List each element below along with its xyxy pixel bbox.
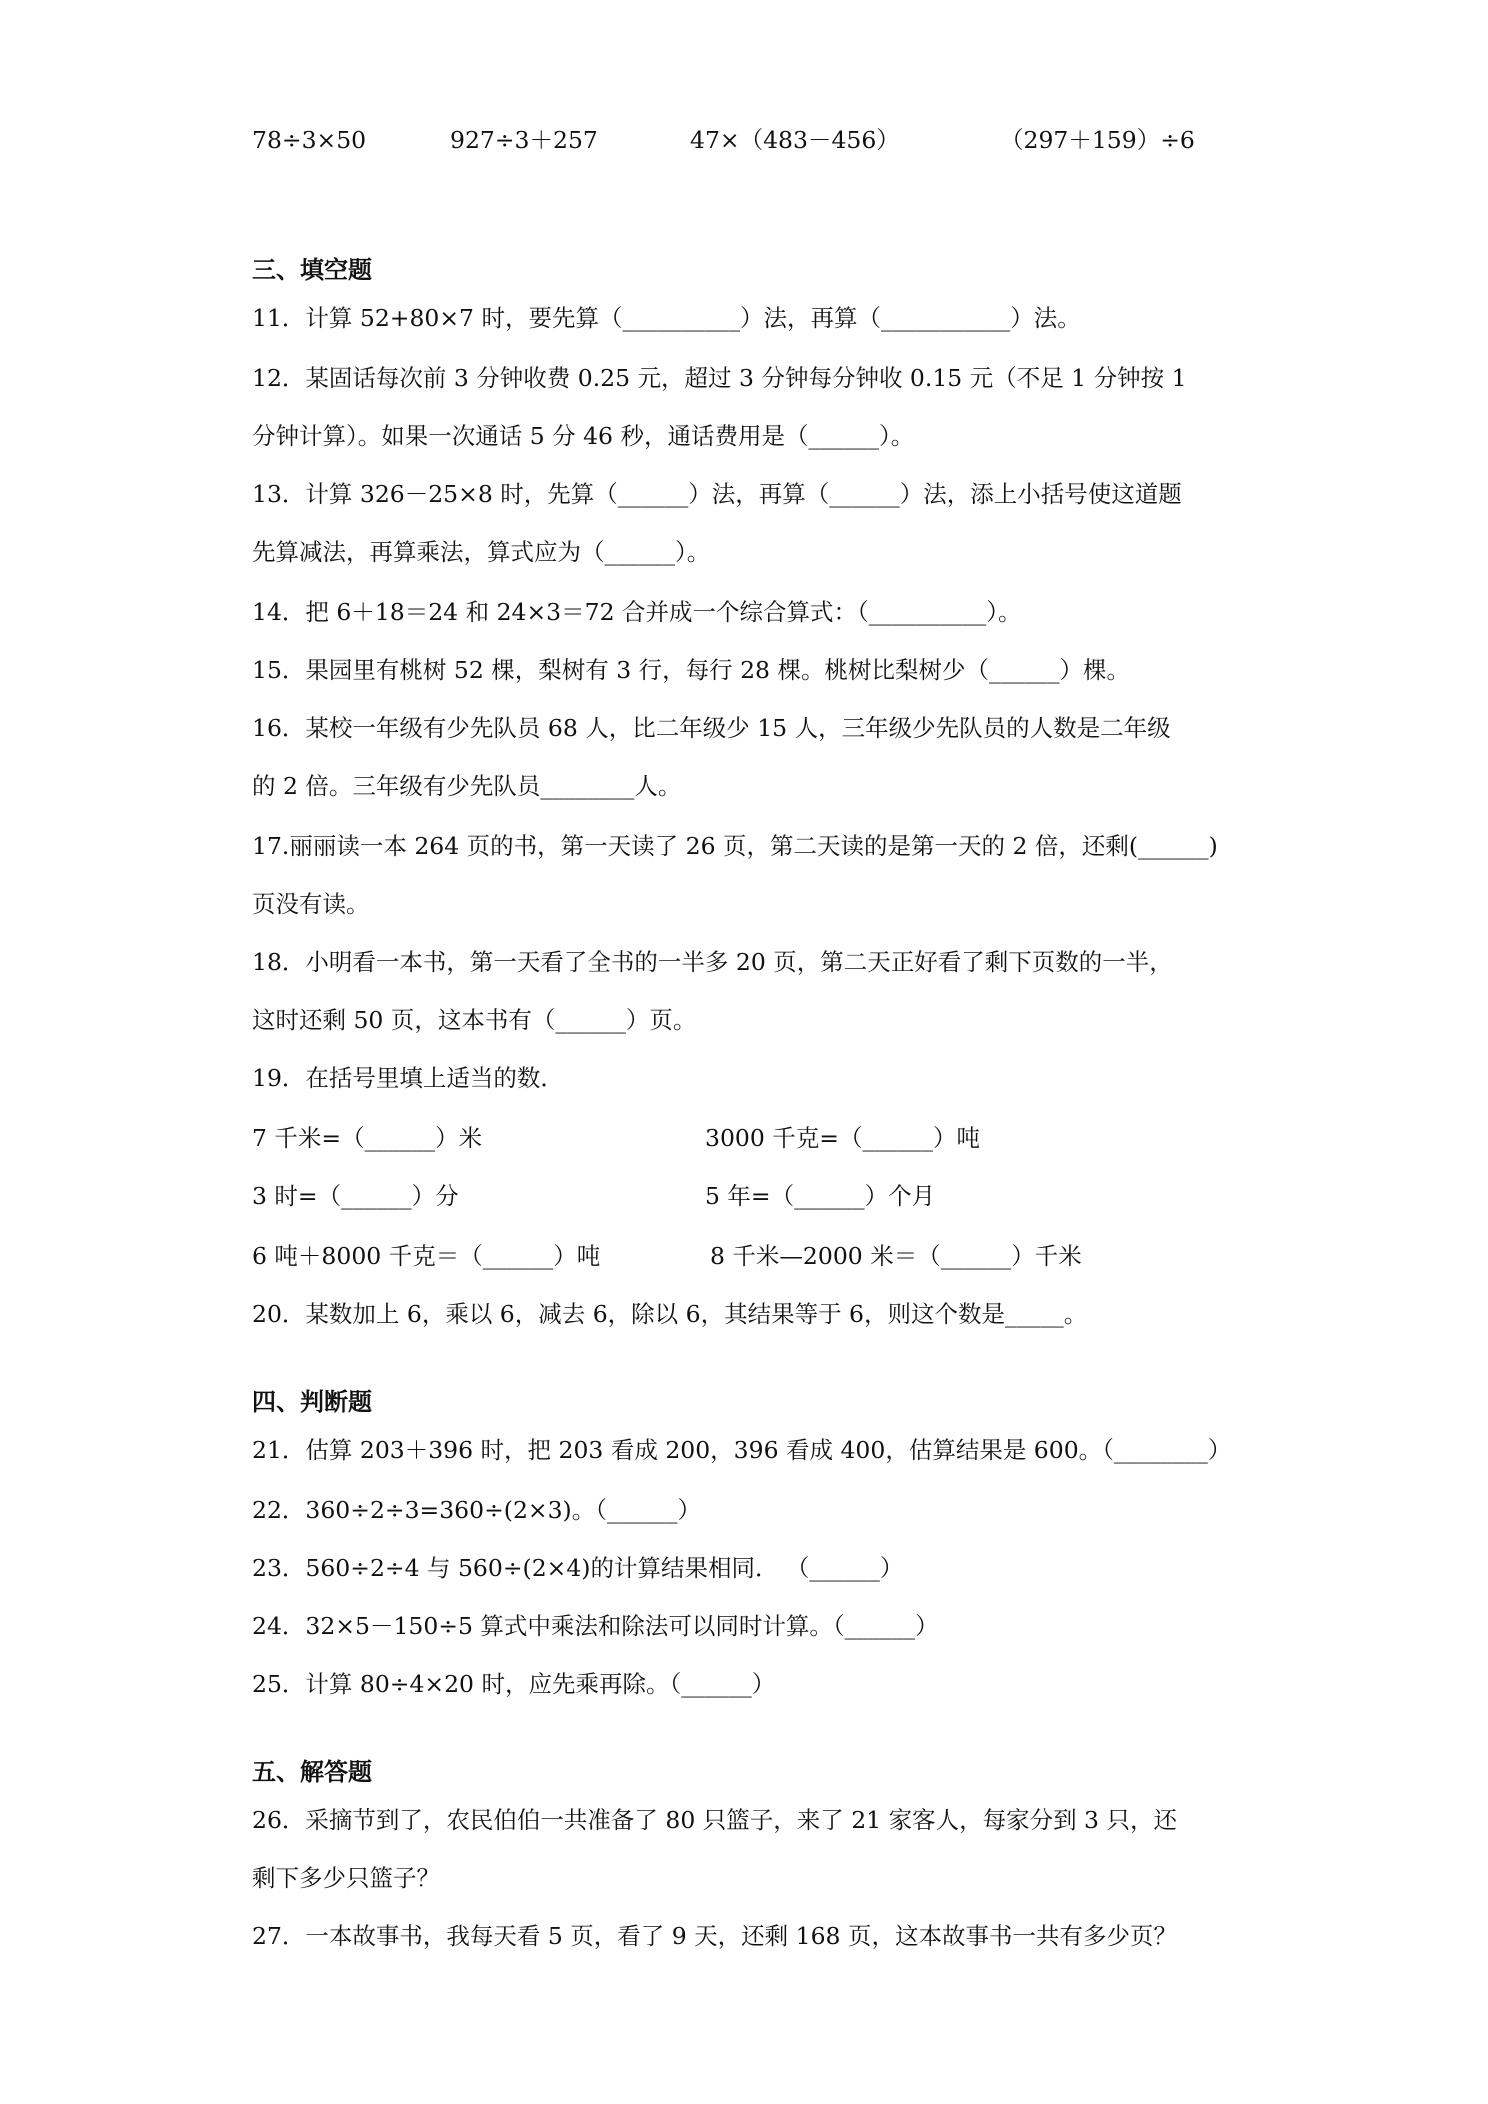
question-19-item-f: 8 千米—2000 米＝（______）千米 bbox=[710, 1242, 1082, 1270]
question-26-line-2: 剩下多少只篮子？ bbox=[252, 1864, 440, 1892]
question-25: 25．计算 80÷4×20 时，应先乘再除。（______） bbox=[252, 1670, 776, 1698]
question-19-item-d: 5 年=（______）个月 bbox=[705, 1182, 936, 1210]
expression-1: 78÷3×50 bbox=[252, 126, 367, 154]
question-22: 22．360÷2÷3=360÷(2×3)。（______） bbox=[252, 1496, 701, 1524]
section-title-true-false: 四、判断题 bbox=[252, 1387, 372, 1416]
question-17-line-2: 页没有读。 bbox=[252, 890, 370, 918]
question-20: 20．某数加上 6，乘以 6，减去 6，除以 6，其结果等于 6，则这个数是_____。 bbox=[252, 1300, 1088, 1328]
question-14: 14．把 6＋18＝24 和 24×3＝72 合并成一个综合算式：（__________）。 bbox=[252, 598, 1022, 626]
question-11: 11．计算 52+80×7 时，要先算（__________）法，再算（___________）法。 bbox=[252, 304, 1081, 332]
question-13-line-1: 13．计算 326－25×8 时，先算（______）法，再算（______）法，添上小括号使这道题 bbox=[252, 480, 1182, 508]
question-16-line-2: 的 2 倍。三年级有少先队员________人。 bbox=[252, 772, 682, 800]
question-13-line-2: 先算减法，再算乘法，算式应为（______）。 bbox=[252, 538, 711, 566]
question-19-item-e: 6 吨＋8000 千克＝（______）吨 bbox=[252, 1242, 601, 1270]
question-19-item-a: 7 千米=（______）米 bbox=[252, 1124, 483, 1152]
expression-3: 47×（483－456） bbox=[690, 126, 900, 154]
question-26-line-1: 26．采摘节到了，农民伯伯一共准备了 80 只篮子，来了 21 家客人，每家分到 3 只，还 bbox=[252, 1806, 1177, 1834]
question-24: 24．32×5－150÷5 算式中乘法和除法可以同时计算。（______） bbox=[252, 1612, 939, 1640]
question-12-line-2: 分钟计算）。如果一次通话 5 分 46 秒，通话费用是（______）。 bbox=[252, 422, 915, 450]
question-27: 27．一本故事书，我每天看 5 页，看了 9 天，还剩 168 页，这本故事书一共有多少页？ bbox=[252, 1922, 1177, 1950]
question-19-item-c: 3 时=（______）分 bbox=[252, 1182, 459, 1210]
expression-4: （297＋159）÷6 bbox=[1000, 126, 1195, 154]
section-title-fill-in: 三、填空题 bbox=[252, 255, 372, 284]
question-16-line-1: 16．某校一年级有少先队员 68 人，比二年级少 15 人，三年级少先队员的人数是二年级 bbox=[252, 714, 1171, 742]
question-12-line-1: 12．某固话每次前 3 分钟收费 0.25 元，超过 3 分钟每分钟收 0.15 元（不足 1 分钟按 1 bbox=[252, 364, 1187, 392]
question-18-line-1: 18．小明看一本书，第一天看了全书的一半多 20 页，第二天正好看了剩下页数的一半， bbox=[252, 948, 1173, 976]
question-19-item-b: 3000 千克=（______）吨 bbox=[705, 1124, 980, 1152]
question-21: 21．估算 203＋396 时，把 203 看成 200，396 看成 400，估算结果是 600。（________） bbox=[252, 1436, 1232, 1464]
section-title-word-problems: 五、解答题 bbox=[252, 1757, 372, 1786]
question-17-line-1: 17.丽丽读一本 264 页的书，第一天读了 26 页，第二天读的是第一天的 2 倍，还剩(______) bbox=[252, 832, 1218, 860]
question-18-line-2: 这时还剩 50 页，这本书有（______）页。 bbox=[252, 1006, 697, 1034]
expression-2: 927÷3＋257 bbox=[450, 126, 598, 154]
question-19: 19．在括号里填上适当的数． bbox=[252, 1064, 564, 1092]
question-23: 23．560÷2÷4 与 560÷(2×4)的计算结果相同． （______） bbox=[252, 1554, 904, 1582]
question-15: 15．果园里有桃树 52 棵，梨树有 3 行，每行 28 棵。桃树比梨树少（______）棵。 bbox=[252, 656, 1130, 684]
